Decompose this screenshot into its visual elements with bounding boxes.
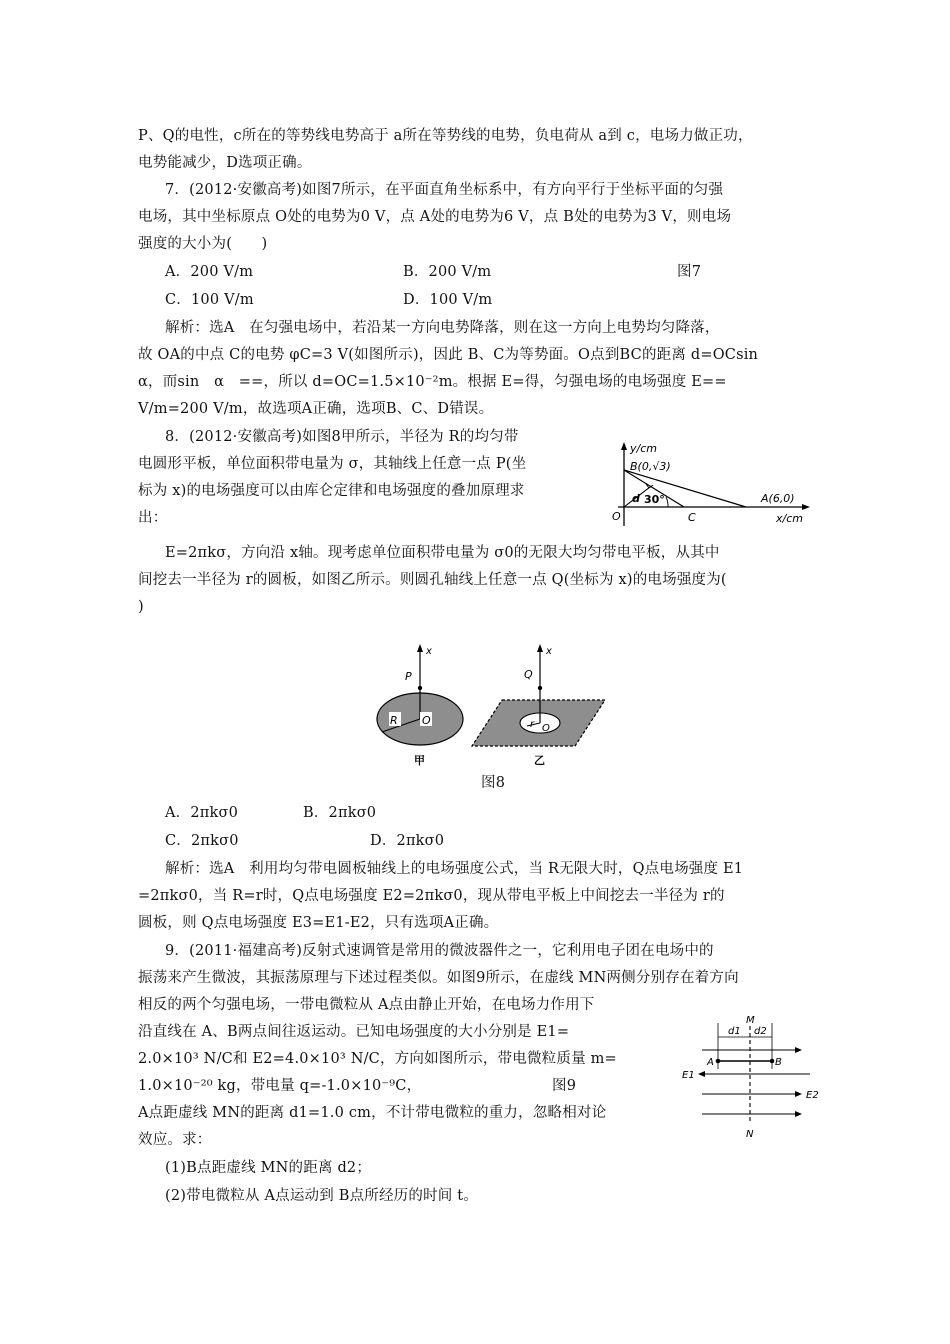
label-a: A	[707, 1057, 714, 1068]
text-line: )	[138, 599, 144, 615]
option-d: D．2πkσ0	[370, 833, 445, 849]
label-b: B	[775, 1057, 782, 1068]
option-d: D．100 V/m	[403, 292, 493, 308]
y-axis-arrow-icon	[621, 442, 627, 450]
text-line: 圆板，则 Q点电场强度 E3=E1-E2，只有选项A正确。	[138, 915, 499, 931]
text-line: E=2πkσ，方向沿 x轴。现考虑单位面积带电量为 σ0的无限大均匀带电平板，从其中	[165, 545, 720, 561]
right-axis-label: x	[546, 646, 552, 657]
point-a-dot	[716, 1059, 721, 1064]
radius-small-label: r	[530, 719, 535, 730]
point-p-label: P	[405, 670, 412, 683]
figure-caption: 图8	[481, 775, 506, 791]
point-q-label: Q	[524, 668, 533, 681]
solution-7: 解析：选A 在匀强电场中，若沿某一方向电势降落，则在这一方向上电势均匀降落，	[165, 320, 720, 336]
y-axis-label: y/cm	[630, 442, 657, 455]
solution-8: 解析：选A 利用均匀带电圆板轴线上的电场强度公式，当 R无限大时，Q点电场强度 E1	[165, 861, 744, 877]
angle-arc	[666, 497, 668, 507]
option-b: B．200 V/m	[403, 264, 492, 280]
option-b: B．2πkσ0	[303, 805, 377, 821]
text-line: 电势能减少，D选项正确。	[138, 155, 312, 171]
arrow-left-icon	[698, 1071, 705, 1077]
text-line: 振荡来产生微波，其振荡原理与下述过程类似。如图9所示，在虚线 MN两侧分别存在着方向	[138, 970, 739, 986]
sub-question-1: (1)B点距虚线 MN的距离 d2；	[165, 1160, 372, 1176]
text-line: =2πkσ0，当 R=r时，Q点电场强度 E2=2πkσ0，现从带电平板上中间挖去一半径为 r的	[138, 888, 725, 904]
left-axis-arrow-icon	[417, 644, 423, 652]
text-line: 强度的大小为( )	[138, 236, 268, 252]
label-e2: E2	[806, 1090, 819, 1101]
label-n: N	[746, 1129, 754, 1140]
point-p-dot	[418, 686, 422, 690]
caption-yi: 乙	[534, 754, 545, 767]
text-line: 标为 x)的电场强度可以由库仑定律和电场强度的叠加原理求	[138, 483, 525, 499]
point-c-label: C	[688, 511, 696, 524]
question-8-heading: 8．(2012·安徽高考)如图8甲所示，半径为 R的均匀带	[165, 429, 519, 445]
text-line: V/m=200 V/m，故选项A正确，选项B、C、D错误。	[138, 401, 494, 417]
text-line: 2.0×10³ N/C和 E2=4.0×10³ N/C，方向如图所示，带电微粒质量 m=	[138, 1051, 617, 1067]
label-d1: d1	[728, 1026, 741, 1037]
text-line: 故 OA的中点 C的电势 φC=3 V(如图所示)，因此 B、C为等势面。O点到BC的距离 d=OCsin	[138, 347, 759, 363]
text-line: 沿直线在 A、B两点间往返运动。已知电场强度的大小分别是 E1=	[138, 1024, 570, 1040]
point-b-dot	[770, 1059, 775, 1064]
point-a-label: A(6,0)	[761, 492, 795, 505]
question-9-heading: 9．(2011·福建高考)反射式速调管是常用的微波器件之一，它利用电子团在电场中的	[165, 943, 714, 959]
text-line: 出：	[138, 510, 168, 526]
label-d2: d2	[754, 1026, 767, 1037]
option-a: A．200 V/m	[165, 264, 254, 280]
right-axis-arrow-icon	[537, 644, 543, 652]
figure-7-diagram	[606, 440, 816, 532]
figure-caption: 图9	[552, 1078, 577, 1094]
option-a: A．2πkσ0	[165, 805, 239, 821]
text-line: A点距虚线 MN的距离 d1=1.0 cm，不计带电微粒的重力，忽略相对论	[138, 1105, 607, 1121]
origin-label: O	[612, 510, 621, 523]
arrow-right-icon	[795, 1047, 802, 1053]
text-line: 间挖去一半径为 r的圆板，如图乙所示。则圆孔轴线上任意一点 Q(坐标为 x)的电场强度为(	[138, 572, 727, 588]
line-ba	[624, 470, 746, 507]
text-line: 效应。求：	[138, 1132, 212, 1148]
label-m: M	[746, 1015, 755, 1026]
point-q-dot	[538, 686, 542, 690]
arrow-right-icon	[795, 1111, 802, 1117]
arrow-right-icon	[795, 1091, 802, 1097]
figure-caption: 图7	[677, 264, 702, 280]
radius-big-label: R	[390, 714, 398, 727]
left-axis-label: x	[426, 646, 432, 657]
option-c: C．2πkσ0	[165, 833, 239, 849]
question-7-heading: 7．(2012·安徽高考)如图7所示，在平面直角坐标系中，有方向平行于坐标平面的匀强	[165, 182, 724, 198]
figure-9-diagram	[680, 1014, 825, 1146]
point-b-label: B(0,√3)	[630, 460, 671, 473]
caption-jia: 甲	[414, 754, 425, 767]
text-line: P、Q的电性，c所在的等势线电势高于 a所在等势线的电势，负电荷从 a到 c，电场力做正功，	[138, 128, 753, 144]
figure-8-diagram	[370, 642, 610, 770]
text-line: 电圆形平板，单位面积带电量为 σ，其轴线上任意一点 P(坐	[138, 456, 527, 472]
text-line: 1.0×10⁻²⁰ kg，带电量 q=-1.0×10⁻⁹C，	[138, 1078, 422, 1094]
center-o-label: O	[542, 723, 550, 734]
text-line: α，而sin α ==，所以 d=OC=1.5×10⁻²m。根据 E=得，匀强电场的电场强度 E==	[138, 374, 727, 390]
text-line: 电场，其中坐标原点 O处的电势为0 V，点 A处的电势为6 V，点 B处的电势为3 V，则电场	[138, 209, 732, 225]
x-axis-label: x/cm	[776, 512, 803, 525]
sub-question-2: (2)带电微粒从 A点运动到 B点所经历的时间 t。	[165, 1188, 479, 1204]
text-line: 相反的两个匀强电场，一带电微粒从 A点由静止开始，在电场力作用下	[138, 997, 595, 1013]
label-e1: E1	[682, 1070, 695, 1081]
option-c: C．100 V/m	[165, 292, 254, 308]
distance-d-label: d	[632, 492, 640, 505]
x-axis-arrow-icon	[802, 504, 810, 510]
angle-label: 30°	[644, 493, 665, 506]
center-o-label: O	[422, 714, 431, 727]
